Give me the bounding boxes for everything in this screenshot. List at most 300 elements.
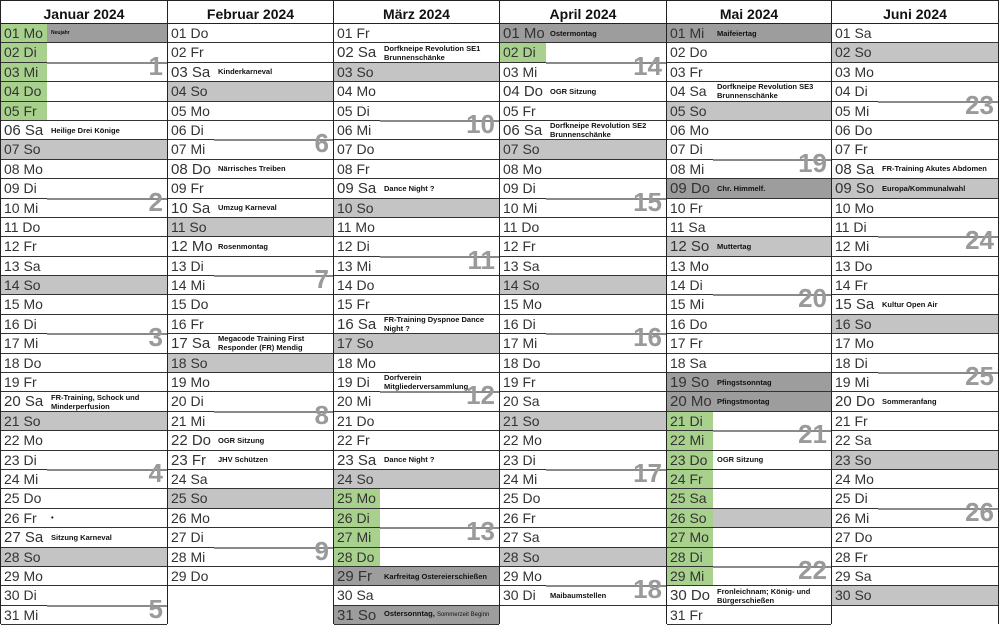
day-row[interactable]	[1, 121, 167, 140]
day-row[interactable]	[168, 470, 333, 489]
day-label: 01 Fr	[337, 25, 370, 41]
day-row[interactable]	[832, 276, 998, 295]
day-label: 22 Mo	[4, 432, 43, 449]
day-label: 17 Sa	[171, 335, 211, 353]
day-label: 04 Sa	[670, 83, 707, 100]
day-label: 22 Mi	[667, 431, 713, 449]
day-row[interactable]	[832, 354, 998, 373]
day-row[interactable]	[168, 451, 333, 470]
day-label: 06 Mo	[670, 121, 709, 138]
day-row[interactable]	[1, 548, 167, 567]
event-text	[214, 242, 333, 251]
day-row[interactable]	[168, 121, 333, 140]
day-label: 28 Di	[667, 548, 713, 566]
event-label: Dorfkneipe Revolution SE3 Brunnenschänke	[717, 82, 814, 101]
day-row[interactable]	[832, 82, 998, 101]
day-row[interactable]	[334, 567, 499, 586]
day-row[interactable]	[1, 567, 167, 586]
day-row[interactable]	[334, 218, 499, 237]
day-row[interactable]	[832, 586, 998, 605]
day-label: 15 Fr	[337, 296, 370, 313]
event-text	[380, 373, 499, 391]
day-row[interactable]	[168, 237, 333, 256]
day-row[interactable]	[1, 528, 167, 547]
day-label: 25 Do	[4, 490, 42, 507]
day-row[interactable]	[832, 548, 998, 567]
day-label: 06 Do	[835, 121, 873, 138]
week-divider	[214, 139, 333, 141]
week-number: 15	[633, 186, 662, 217]
day-row[interactable]	[500, 451, 666, 470]
week-divider	[713, 430, 831, 432]
day-row[interactable]	[667, 451, 831, 470]
day-label: 28 Fr	[835, 548, 868, 565]
day-row[interactable]	[500, 373, 666, 392]
day-row[interactable]	[168, 257, 333, 276]
day-row[interactable]	[500, 140, 666, 159]
day-label: 16 Sa	[337, 315, 377, 333]
day-row[interactable]	[168, 509, 333, 528]
day-label: 12 Fr	[503, 238, 536, 255]
day-label: 01 Mo	[503, 25, 545, 42]
event-label: Heilige Drei Könige	[51, 125, 120, 135]
day-row[interactable]	[832, 470, 998, 489]
day-row[interactable]	[334, 509, 499, 528]
day-row[interactable]	[334, 63, 499, 82]
day-label: 02 Sa	[337, 44, 377, 62]
day-label: 20 Do	[835, 393, 876, 411]
day-row[interactable]	[334, 315, 499, 334]
day-row[interactable]	[500, 257, 666, 276]
day-row[interactable]	[1, 586, 167, 605]
day-label: 31 Mi	[4, 606, 39, 623]
day-label: 24 Fr	[667, 470, 713, 488]
month-column	[333, 0, 499, 624]
day-label: 27 Sa	[4, 529, 44, 547]
day-row[interactable]	[334, 489, 499, 508]
day-row[interactable]	[168, 334, 333, 353]
day-row[interactable]	[667, 373, 831, 392]
day-row[interactable]	[168, 199, 333, 218]
event-text	[713, 242, 831, 251]
day-row[interactable]	[168, 43, 333, 62]
day-row[interactable]	[334, 548, 499, 567]
week-divider	[380, 256, 499, 258]
day-row[interactable]	[334, 43, 499, 62]
day-label: 28 Mi	[171, 548, 206, 565]
day-label: 20 Di	[171, 393, 204, 410]
day-label: 27 Mo	[667, 528, 713, 546]
day-row[interactable]	[667, 586, 831, 605]
day-row[interactable]	[500, 237, 666, 256]
day-label: 01 Do	[171, 25, 209, 41]
day-label: 27 Mi	[334, 528, 380, 546]
day-label: 11 Mo	[337, 218, 375, 235]
day-label: 18 Do	[503, 354, 541, 371]
day-label: 12 Di	[337, 238, 370, 255]
day-row[interactable]	[667, 121, 831, 140]
day-row[interactable]	[832, 199, 998, 218]
event-label: Kinderkarneval	[218, 67, 273, 77]
day-row[interactable]	[667, 315, 831, 334]
day-row[interactable]	[334, 82, 499, 101]
day-row[interactable]	[1, 392, 167, 411]
day-label: 03 Mi	[1, 63, 47, 81]
day-row[interactable]	[832, 43, 998, 62]
day-row[interactable]	[500, 412, 666, 431]
day-label: 18 So	[171, 354, 208, 371]
event-text	[214, 164, 333, 173]
month-column	[0, 0, 167, 624]
week-divider	[47, 605, 167, 607]
event-label: JHV Schützen	[218, 455, 269, 465]
event-label: Fronleichnam; König- und Bürgerschießen	[717, 586, 811, 605]
day-row[interactable]	[500, 24, 666, 43]
day-row[interactable]	[168, 489, 333, 508]
day-row[interactable]	[1, 509, 167, 528]
day-row[interactable]	[832, 412, 998, 431]
day-row[interactable]	[832, 334, 998, 353]
day-label: 04 Di	[835, 83, 868, 100]
day-row[interactable]	[168, 24, 333, 43]
event-text	[47, 513, 167, 522]
day-row[interactable]	[667, 82, 831, 101]
day-label: 22 Sa	[835, 432, 872, 449]
month-title: Mai 2024	[667, 0, 831, 24]
day-row[interactable]	[832, 528, 998, 547]
day-row[interactable]	[1, 102, 167, 121]
day-row[interactable]	[832, 451, 998, 470]
day-row[interactable]	[1, 237, 167, 256]
day-label: 04 Do	[503, 83, 544, 101]
week-divider	[47, 62, 167, 64]
day-row[interactable]	[667, 24, 831, 43]
day-label: 20 Mi	[337, 393, 372, 410]
day-row[interactable]	[832, 121, 998, 140]
day-row[interactable]	[1, 160, 167, 179]
day-row[interactable]	[667, 63, 831, 82]
day-label: 16 Di	[4, 315, 37, 332]
event-text	[214, 334, 333, 352]
day-row[interactable]	[334, 586, 499, 605]
day-row[interactable]	[1, 451, 167, 470]
day-row[interactable]	[500, 392, 666, 411]
week-divider	[878, 508, 998, 510]
day-row[interactable]	[667, 392, 831, 411]
day-row[interactable]	[334, 470, 499, 489]
day-row[interactable]	[667, 528, 831, 547]
day-label: 29 Mo	[4, 567, 43, 584]
day-row[interactable]	[1, 257, 167, 276]
day-row[interactable]	[832, 392, 998, 411]
month-column	[499, 0, 666, 624]
day-row[interactable]	[500, 567, 666, 586]
day-row[interactable]	[500, 489, 666, 508]
day-row[interactable]	[334, 140, 499, 159]
day-row[interactable]	[667, 179, 831, 198]
day-row[interactable]	[667, 237, 831, 256]
event-text	[214, 455, 333, 464]
day-label: 07 Di	[670, 141, 703, 158]
day-row[interactable]	[832, 63, 998, 82]
day-row[interactable]	[500, 43, 666, 62]
day-label: 09 Sa	[337, 180, 377, 198]
day-row[interactable]	[1, 24, 167, 43]
day-row[interactable]	[168, 160, 333, 179]
day-label: 15 Do	[171, 296, 209, 313]
day-row[interactable]	[667, 102, 831, 121]
day-label: 07 Fr	[835, 141, 868, 158]
day-label: 25 Di	[835, 490, 868, 507]
day-label: 25 So	[171, 490, 208, 507]
day-row[interactable]	[667, 489, 831, 508]
day-row[interactable]	[334, 606, 499, 625]
day-row[interactable]	[500, 218, 666, 237]
event-label: Kultur Open Air	[882, 300, 938, 310]
day-row[interactable]	[1, 218, 167, 237]
day-row[interactable]	[500, 295, 666, 314]
day-label: 21 Fr	[835, 412, 868, 429]
day-row[interactable]	[168, 315, 333, 334]
day-row[interactable]	[667, 199, 831, 218]
day-label: 18 Mo	[337, 354, 376, 371]
event-label: Umzug Karneval	[218, 203, 277, 213]
event-text	[47, 533, 167, 542]
day-row[interactable]	[334, 431, 499, 450]
day-label: 30 Di	[503, 587, 536, 604]
day-row[interactable]	[334, 276, 499, 295]
week-divider	[713, 294, 831, 296]
day-row[interactable]	[1, 295, 167, 314]
event-text	[47, 29, 167, 38]
day-row[interactable]	[168, 218, 333, 237]
day-row[interactable]	[667, 470, 831, 489]
day-label: 03 So	[337, 63, 374, 80]
day-row[interactable]	[832, 489, 998, 508]
day-row[interactable]	[334, 451, 499, 470]
day-row[interactable]	[168, 528, 333, 547]
day-label: 24 Mo	[835, 470, 874, 487]
day-row[interactable]	[667, 140, 831, 159]
week-number: 21	[798, 419, 827, 450]
day-row[interactable]	[667, 354, 831, 373]
day-label: 29 Fr	[337, 567, 373, 585]
week-divider	[546, 585, 666, 587]
day-label: 18 Di	[835, 354, 868, 371]
day-row[interactable]	[832, 431, 998, 450]
day-row[interactable]	[168, 373, 333, 392]
day-label: 28 So	[4, 548, 41, 565]
day-label: 01 Mo	[1, 24, 47, 42]
day-label: 07 Do	[337, 141, 375, 158]
day-row[interactable]	[334, 160, 499, 179]
day-row[interactable]	[500, 102, 666, 121]
event-label: OGR Sitzung	[550, 86, 597, 96]
day-label: 21 Mi	[171, 412, 206, 429]
day-row[interactable]	[1, 354, 167, 373]
day-row[interactable]	[168, 179, 333, 198]
day-row[interactable]	[334, 334, 499, 353]
day-row[interactable]	[334, 199, 499, 218]
day-row[interactable]	[832, 257, 998, 276]
day-label: 25 Mo	[334, 489, 380, 507]
day-row[interactable]	[1, 82, 167, 101]
day-label: 21 So	[503, 412, 540, 429]
day-row[interactable]	[667, 257, 831, 276]
event-label: Karfreitag Ostereierschießen	[384, 571, 487, 581]
week-number: 10	[466, 108, 495, 139]
week-divider	[47, 469, 167, 471]
week-divider	[546, 469, 666, 471]
day-row[interactable]	[168, 567, 333, 586]
day-row[interactable]	[500, 431, 666, 450]
day-row[interactable]	[334, 102, 499, 121]
day-label: 10 Sa	[171, 199, 211, 217]
day-label: 27 Sa	[503, 529, 540, 546]
day-label: 26 Fr	[4, 509, 37, 526]
event-label: Europa/Kommunalwahl	[882, 183, 966, 193]
day-row[interactable]	[1, 431, 167, 450]
day-row[interactable]	[500, 121, 666, 140]
day-row[interactable]	[1, 140, 167, 159]
day-label: 29 Mo	[503, 567, 542, 584]
day-row[interactable]	[667, 548, 831, 567]
day-label: 15 Sa	[835, 296, 875, 314]
day-label: 14 So	[503, 277, 540, 294]
day-row[interactable]	[667, 334, 831, 353]
day-label: 09 Fr	[171, 180, 204, 197]
event-text	[546, 87, 666, 96]
week-divider	[47, 198, 167, 200]
day-label: 01 Mi	[670, 25, 705, 41]
event-text	[713, 587, 831, 605]
day-row[interactable]	[667, 276, 831, 295]
week-divider	[380, 527, 499, 529]
event-note: Sommerzeit Beginn	[436, 612, 490, 619]
day-row[interactable]	[334, 179, 499, 198]
day-label: 02 So	[835, 44, 872, 61]
day-label: 23 Di	[4, 451, 37, 468]
day-label: 30 Do	[670, 587, 711, 605]
day-row[interactable]	[500, 276, 666, 295]
day-row[interactable]	[500, 509, 666, 528]
day-row[interactable]	[334, 354, 499, 373]
day-row[interactable]	[500, 82, 666, 101]
event-label: FR-Training Akutes Abdomen	[882, 164, 987, 174]
day-label: 10 Fr	[670, 199, 703, 216]
day-label: 12 Mi	[835, 238, 870, 255]
day-label: 05 Fr	[1, 102, 47, 120]
day-label: 28 Do	[334, 548, 380, 566]
day-label: 07 So	[503, 141, 540, 158]
day-row[interactable]	[334, 295, 499, 314]
week-divider	[214, 411, 333, 413]
day-row[interactable]	[832, 179, 998, 198]
week-divider	[380, 391, 499, 393]
day-row[interactable]	[1, 43, 167, 62]
day-label: 19 Mi	[835, 374, 870, 391]
week-divider	[713, 159, 831, 161]
day-row[interactable]	[1, 489, 167, 508]
day-row[interactable]	[667, 43, 831, 62]
event-text	[47, 393, 167, 411]
day-row[interactable]	[832, 140, 998, 159]
day-row[interactable]	[1, 276, 167, 295]
day-row[interactable]	[832, 315, 998, 334]
day-row[interactable]	[334, 24, 499, 43]
day-label: 17 So	[337, 335, 374, 352]
day-row[interactable]	[168, 102, 333, 121]
week-divider	[546, 198, 666, 200]
day-row[interactable]	[168, 295, 333, 314]
event-text	[546, 29, 666, 38]
event-label: Ostermontag	[550, 28, 597, 38]
day-row[interactable]	[1, 315, 167, 334]
day-row[interactable]	[334, 373, 499, 392]
day-row[interactable]	[500, 179, 666, 198]
day-row[interactable]	[1, 373, 167, 392]
day-row[interactable]	[1, 179, 167, 198]
day-row[interactable]	[1, 412, 167, 431]
day-row[interactable]	[168, 63, 333, 82]
event-label: FR-Training, Schock und Minderperfusion	[51, 392, 140, 411]
day-row[interactable]	[168, 82, 333, 101]
week-number: 17	[633, 457, 662, 488]
day-row[interactable]	[334, 237, 499, 256]
day-row[interactable]	[832, 295, 998, 314]
day-row[interactable]	[667, 218, 831, 237]
day-label: 14 So	[4, 277, 41, 294]
day-row[interactable]	[500, 160, 666, 179]
day-label: 08 Mo	[503, 160, 542, 177]
day-row[interactable]	[168, 392, 333, 411]
day-label: 06 Mi	[337, 121, 372, 138]
day-row[interactable]	[667, 509, 831, 528]
day-row[interactable]	[667, 412, 831, 431]
day-label: 18 Do	[4, 354, 42, 371]
week-divider	[380, 120, 499, 122]
day-label: 10 Mi	[503, 199, 538, 216]
day-label: 26 Mo	[171, 509, 210, 526]
day-label: 08 Mi	[670, 160, 705, 177]
week-divider	[713, 566, 831, 568]
day-row[interactable]	[832, 567, 998, 586]
event-label: Dorfverein Mitgliederversammlung	[384, 373, 469, 392]
day-row[interactable]	[500, 315, 666, 334]
day-label: 23 Do	[667, 451, 713, 469]
day-row[interactable]	[500, 528, 666, 547]
day-label: 10 So	[337, 199, 374, 216]
day-label: 15 Mo	[4, 296, 43, 313]
day-row[interactable]	[832, 218, 998, 237]
day-label: 26 Di	[334, 509, 380, 527]
day-row[interactable]	[500, 548, 666, 567]
day-label: 03 Mi	[503, 63, 538, 80]
day-row[interactable]	[334, 412, 499, 431]
day-row[interactable]	[832, 24, 998, 43]
day-row[interactable]	[832, 160, 998, 179]
day-row[interactable]	[168, 431, 333, 450]
day-label: 16 Do	[670, 315, 708, 332]
event-text	[878, 184, 998, 193]
day-row[interactable]	[168, 354, 333, 373]
day-label: 19 Fr	[4, 374, 37, 391]
week-divider	[878, 372, 998, 374]
day-row[interactable]	[667, 606, 831, 625]
event-text	[713, 184, 831, 193]
week-divider	[214, 547, 333, 549]
day-row[interactable]	[500, 354, 666, 373]
